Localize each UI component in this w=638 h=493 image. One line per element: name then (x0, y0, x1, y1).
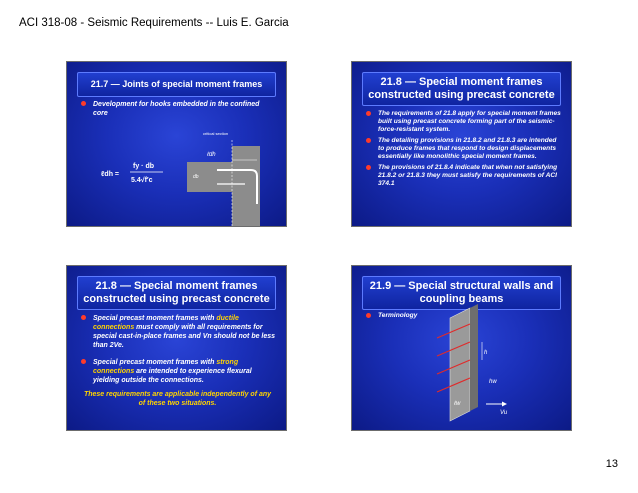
bullet-list (81, 314, 276, 393)
bullet-dot (81, 101, 86, 106)
bullet-dot (81, 315, 86, 320)
bullet-text: Terminology (378, 312, 418, 319)
page-number: 13 (605, 458, 618, 470)
hw-label: hw (489, 379, 497, 385)
bullet-text: are intended to experience flexural yielding outside the connections. (93, 368, 252, 384)
ldh-formula-lhs: ℓdh = (101, 171, 120, 178)
column (232, 146, 260, 226)
bullet-list (81, 100, 276, 121)
lw-label: ℓw (454, 401, 461, 407)
highlight-strong: strong connections (93, 359, 239, 375)
slide-title-text: 21.9 — Special structural walls and coupling beams (362, 276, 561, 310)
wall-face (470, 304, 478, 411)
bullet-item (366, 137, 561, 161)
bullet-item (81, 100, 276, 118)
slide-structural-walls (351, 265, 572, 431)
critical-section-label: critical section (203, 132, 229, 136)
slide-title-text: 21.8 — Special moment frames constructed using precast concrete (362, 72, 561, 106)
bullet-text: The provisions of 21.8.4 indicate that when not satisfying 21.8.2 or 21.8.3 they must satisfy the requirements of ACI 374.1 (378, 164, 558, 187)
slide-title-text: 21.7 — Joints of special moment frames (77, 72, 276, 97)
slide-precast-2 (66, 265, 287, 431)
vu-label: Vu (500, 410, 508, 416)
bullet-text: The requirements of 21.8 apply for special moment frames built using precast concrete forming part of the seismic-force-resistant system. (378, 110, 561, 133)
h-label: h (484, 350, 488, 356)
bullet-item (81, 314, 276, 350)
slide-precast-1 (351, 61, 572, 227)
bullet-text: The detailing provisions in 21.8.2 and 21.8.3 are intended to produce frames that respond to design displacements essentially like monolithic special moment frames. (378, 137, 557, 160)
structural-wall-figure (352, 266, 572, 431)
bullet-item (366, 164, 561, 188)
db-label: db (193, 174, 199, 180)
highlight-ductile: ductile connections (93, 315, 239, 331)
hook-development-figure (67, 132, 287, 227)
bullet-text: Development for hooks embedded in the confined core (93, 101, 260, 117)
vu-arrowhead (502, 402, 507, 407)
bullet-item (81, 358, 276, 385)
bullet-text: must comply with all requirements for special cast-in-place frames and Vn should not be less than 2Ve. (93, 324, 276, 349)
bullet-text: Special precast moment frames with (93, 359, 217, 366)
slide-title-text: 21.8 — Special moment frames constructed using precast concrete (77, 276, 276, 310)
slide-joints (66, 61, 287, 227)
bullet-dot (366, 165, 371, 170)
page-header: ACI 318-08 - Seismic Requirements -- Luis E. Garcia (19, 17, 289, 29)
bullet-list (366, 110, 561, 191)
ldh-label: ℓdh (207, 152, 216, 158)
slide-title (77, 72, 276, 97)
bullet-item (366, 110, 561, 134)
bullet-text: Special precast moment frames with (93, 315, 217, 322)
bullet-dot (81, 359, 86, 364)
ldh-formula-numerator: fy · db (133, 163, 154, 170)
bullet-dot (366, 111, 371, 116)
slide-title (362, 72, 561, 106)
ldh-formula-denominator: 5.4√f′c (131, 177, 153, 184)
applicability-note: These requirements are applicable independently of any of these two situations. (83, 391, 272, 407)
bullet-dot (366, 138, 371, 143)
slide-title (77, 276, 276, 310)
